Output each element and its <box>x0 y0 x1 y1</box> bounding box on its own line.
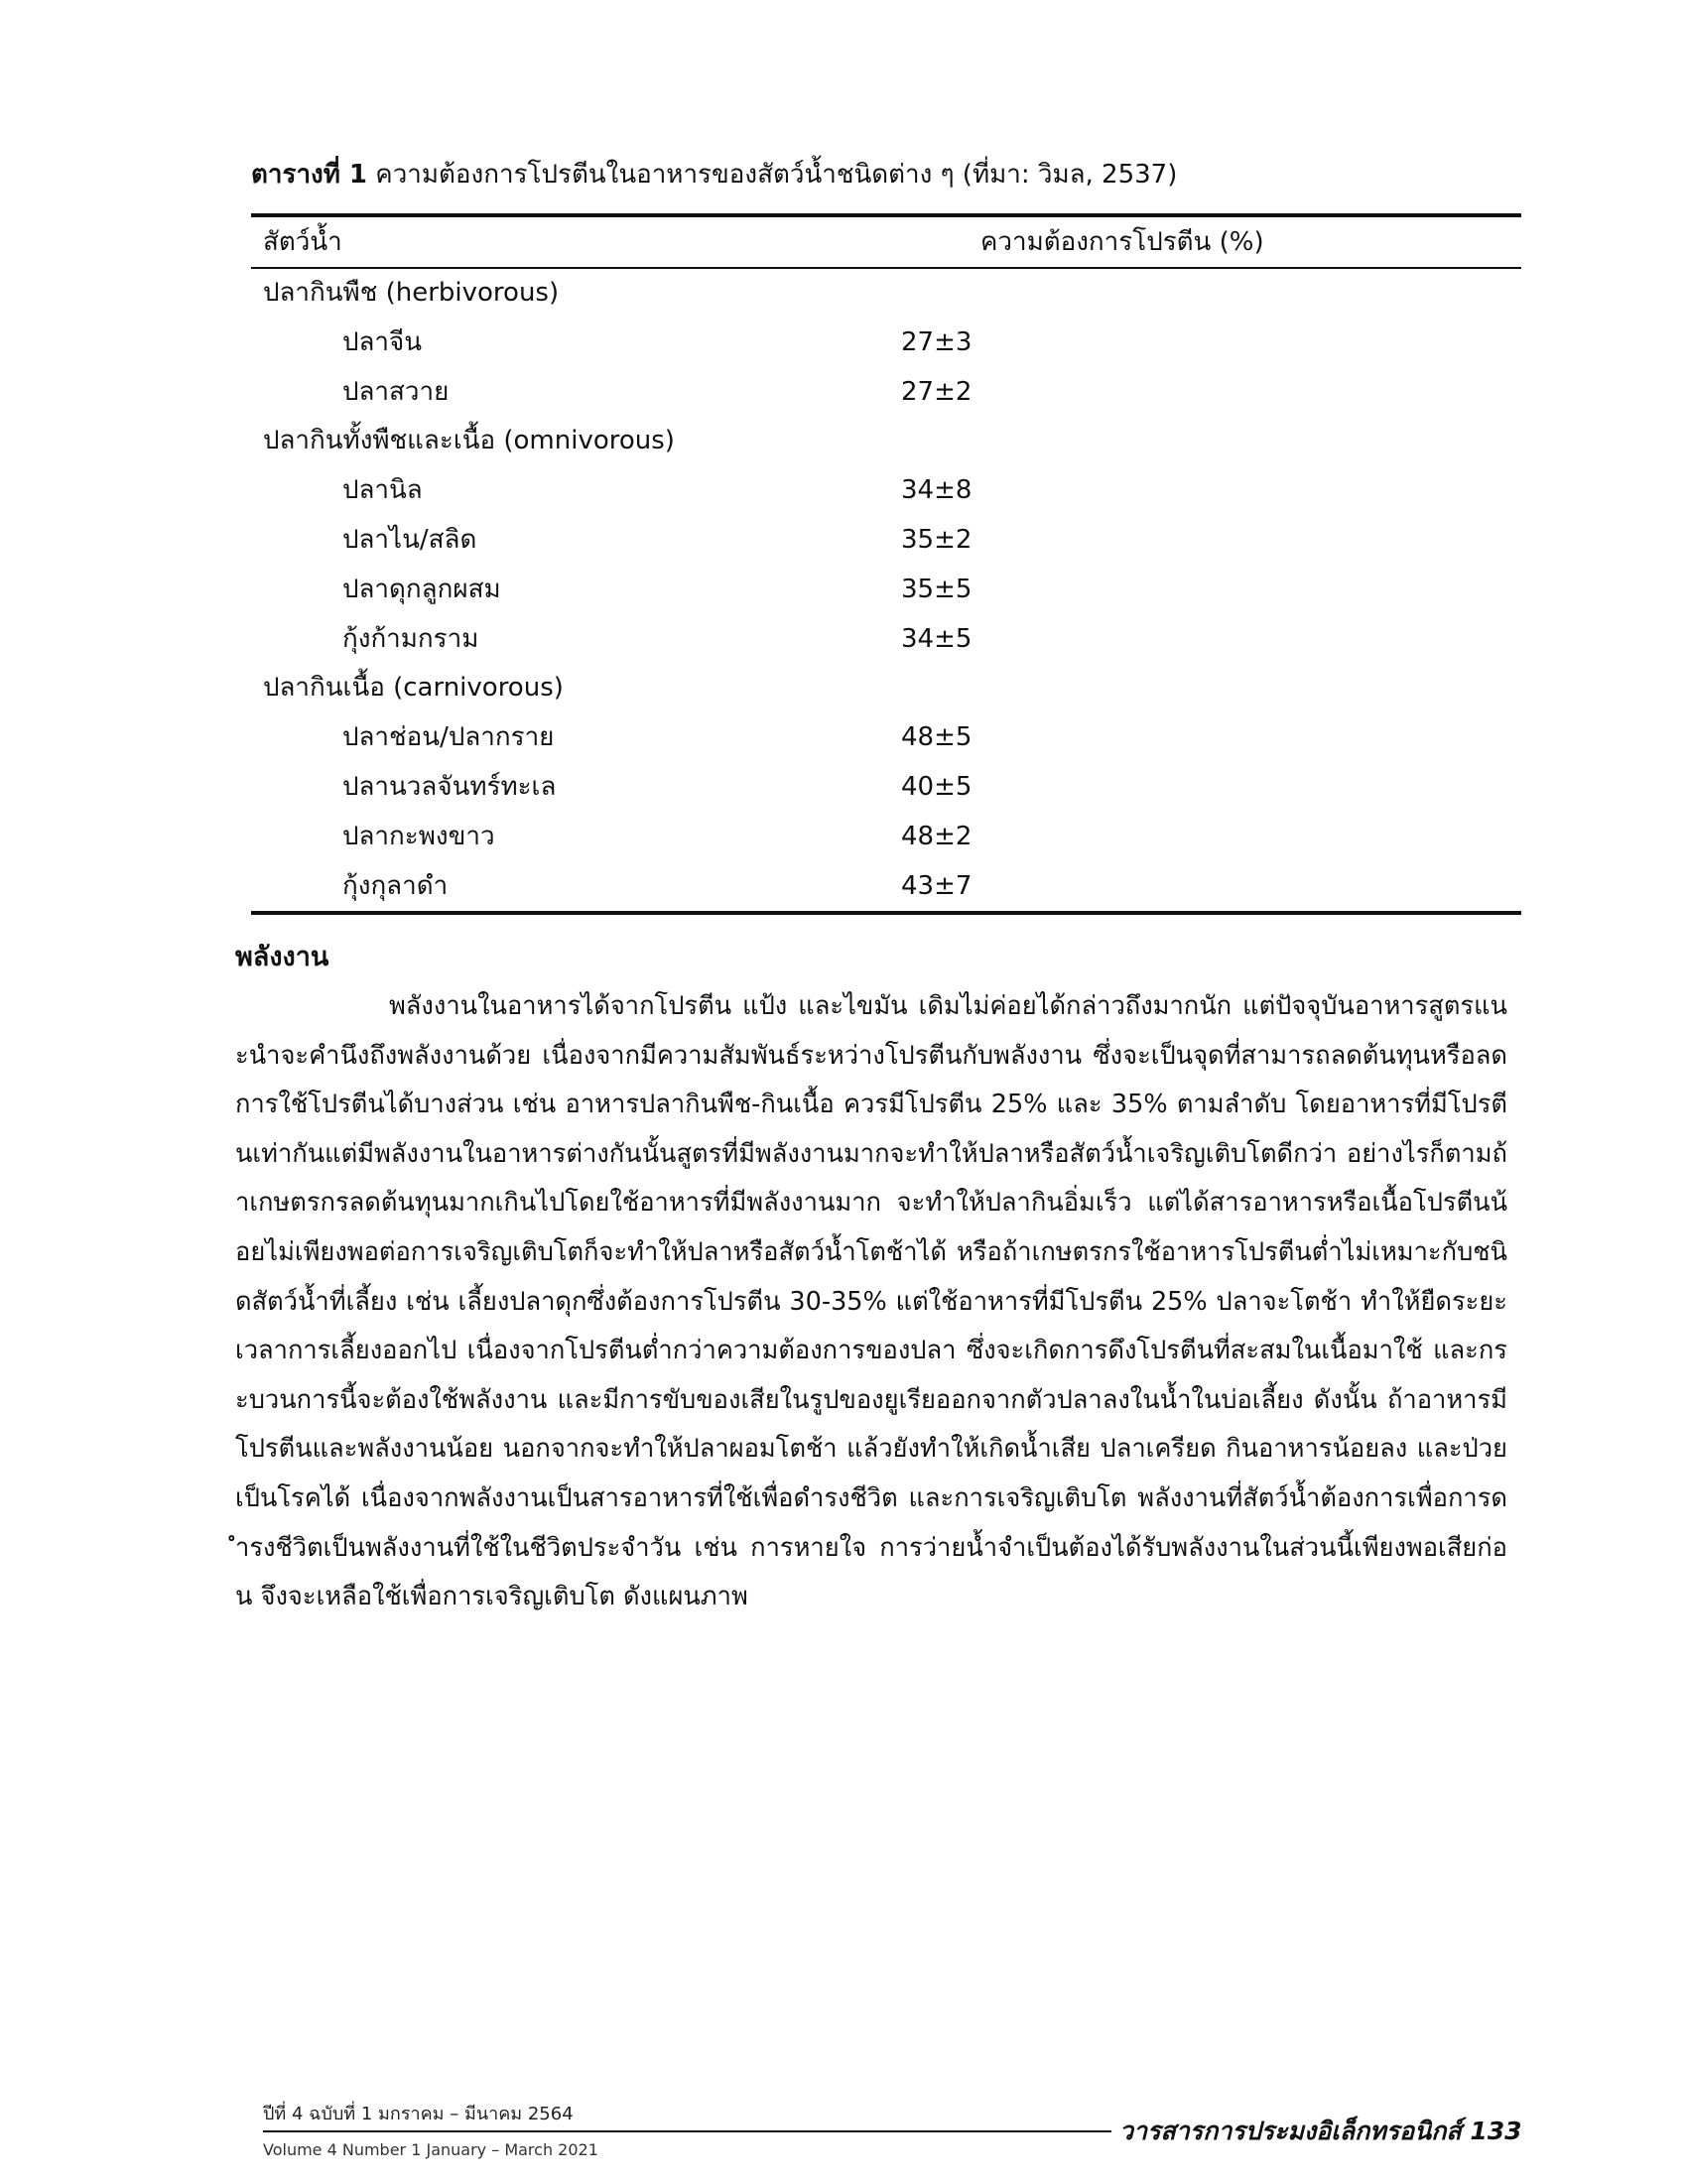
table-row <box>251 862 1521 912</box>
table-row <box>251 713 1521 763</box>
protein-requirement-table <box>251 213 1521 915</box>
section-paragraph: พลังงานในอาหารได้จากโปรตีน แป้ง และไขมัน เดิมไม่ค่อยได้กล่าวถึงมากนัก แต่ปัจจุบันอาหารสูตรแนะนำจะคำนึงถึงพลังงานด้วย เนื่องจากมีความสัมพันธ์ระหว่างโปรตีนกับพลังงาน ซึ่งจะเป็นจุดที่สามารถลดต้นทุนหรือลดการใช้โปรตีนได้บางส่วน เช่น อาหารปลากินพืช-กินเนื้อ ควรมีโปรตีน 25% และ 35% ตามลำดับ โดยอาหารที่มีโปรตีนเท่ากันแต่มีพลังงานในอาหารต่างกันนั้นสูตรที่มีพลังงานมากจะทำให้ปลาหรือสัตว์น้ำเจริญเติบโตดีกว่า อย่างไรก็ตามถ้าเกษตรกรลดต้นทุนมากเกินไปโดยใช้อาหารที่มีพลังงานมาก จะทำให้ปลากินอิ่มเร็ว แต่ได้สารอาหารหรือเนื้อโปรตีนน้อยไม่เพียงพอต่อการเจริญเติบโตก็จะทำให้ปลาหรือสัตว์น้ำโตช้าได้ หรือถ้าเกษตรกรใช้อาหารโปรตีนต่ำไม่เหมาะกับชนิดสัตว์น้ำที่เลี้ยง เช่น เลี้ยงปลาดุกซึ่งต้องการโปรตีน 30-35% แต่ใช้อาหารที่มีโปรตีน 25% ปลาจะโตช้า ทำให้ยืดระยะเวลาการเลี้ยงออกไป เนื่องจากโปรตีนต่ำกว่าความต้องการของปลา ซึ่งจะเกิดการดึงโปรตีนที่สะสมในเนื้อมาใช้ และกระบวนการนี้จะต้องใช้พลังงาน และมีการขับของเสียในรูปของยูเรียออกจากตัวปลาลงในน้ำในบ่อเลี้ยง ดังนั้น ถ้าอาหารมีโปรตีนและพลังงานน้อย นอกจากจะทำให้ปลาผอมโตช้า แล้วยังทำให้เกิดน้ำเสีย ปลาเครียด กินอาหารน้อยลง และป่วยเป็นโรคได้ เนื่องจากพลังงานเป็นสารอาหารที่ใช้เพื่อดำรงชีวิต และการเจริญเติบโต พลังงานที่สัตว์น้ำต้องการเพื่อการดำรงชีวิตเป็นพลังงานที่ใช้ในชีวิตประจำวัน เช่น การหายใจ การว่ายน้ำจำเป็นต้องได้รับพลังงานในส่วนนี้เพียงพอเสียก่อน จึงจะเหลือใช้เพื่อการเจริญเติบโต ดังแผนภาพ <box>235 991 1507 1612</box>
table-row <box>251 516 1521 566</box>
row-name: ปลาดุกลูกผสม <box>342 574 501 604</box>
section-heading: พลังงาน <box>235 942 329 972</box>
table-row <box>251 368 1521 418</box>
footer-issue-thai: ปีที่ 4 ฉบับที่ 1 มกราคม – มีนาคม 2564 <box>263 2104 574 2124</box>
row-name: ปลาช่อน/ปลากราย <box>342 722 555 753</box>
table-row <box>251 763 1521 813</box>
table-row <box>251 813 1521 862</box>
journal-title: วารสารการประมงอิเล็กทรอนิกส์ <box>1119 2117 1462 2145</box>
row-name: ปลานวลจันทร์ทะเล <box>342 771 557 802</box>
row-value: 27±3 <box>901 326 973 357</box>
row-value: 48±2 <box>901 821 973 851</box>
row-value: 35±5 <box>901 574 973 604</box>
row-name: ปลาไน/สลิด <box>342 524 477 555</box>
footer-rule <box>263 2130 1111 2132</box>
row-name: กุ้งกุลาดำ <box>342 870 449 901</box>
page-number: 133 <box>1470 2117 1522 2145</box>
row-name: ปลากินทั้งพืชและเนื้อ (omnivorous) <box>263 426 675 456</box>
footer-journal <box>1119 2112 1522 2151</box>
table-caption-label: ตารางที่ 1 <box>251 160 368 190</box>
row-name: ปลากินพืช (herbivorous) <box>263 278 560 308</box>
row-value: 43±7 <box>901 870 973 901</box>
row-value: 48±5 <box>901 722 973 753</box>
row-name: ปลากินเนื้อ (carnivorous) <box>263 673 564 704</box>
table-row <box>251 466 1521 516</box>
table-row-group <box>251 664 1521 713</box>
header-animal: สัตว์น้ำ <box>263 227 342 257</box>
table-row-group <box>251 269 1521 319</box>
table-row <box>251 566 1521 615</box>
table-bottom-rule <box>251 911 1521 915</box>
table-row-group <box>251 417 1521 466</box>
footer-issue-english: Volume 4 Number 1 January – March 2021 <box>263 2140 598 2159</box>
row-name: กุ้งก้ามกราม <box>342 623 479 654</box>
row-value: 34±5 <box>901 623 973 654</box>
row-value: 40±5 <box>901 771 973 802</box>
table-row <box>251 319 1521 368</box>
row-value: 34±8 <box>901 475 973 506</box>
header-protein: ความต้องการโปรตีน (%) <box>980 227 1264 257</box>
row-name: ปลาสวาย <box>342 376 450 407</box>
row-value: 35±2 <box>901 524 973 555</box>
table-row <box>251 615 1521 665</box>
table-caption-text: ความต้องการโปรตีนในอาหารของสัตว์น้ำชนิดต่าง ๆ (ที่มา: วิมล, 2537) <box>375 160 1178 190</box>
row-name: ปลาจีน <box>342 326 423 357</box>
row-name: ปลากะพงขาว <box>342 821 495 851</box>
table-header <box>251 217 1521 267</box>
row-name: ปลานิล <box>342 475 423 506</box>
row-value: 27±2 <box>901 376 973 407</box>
table-caption <box>251 157 1541 193</box>
